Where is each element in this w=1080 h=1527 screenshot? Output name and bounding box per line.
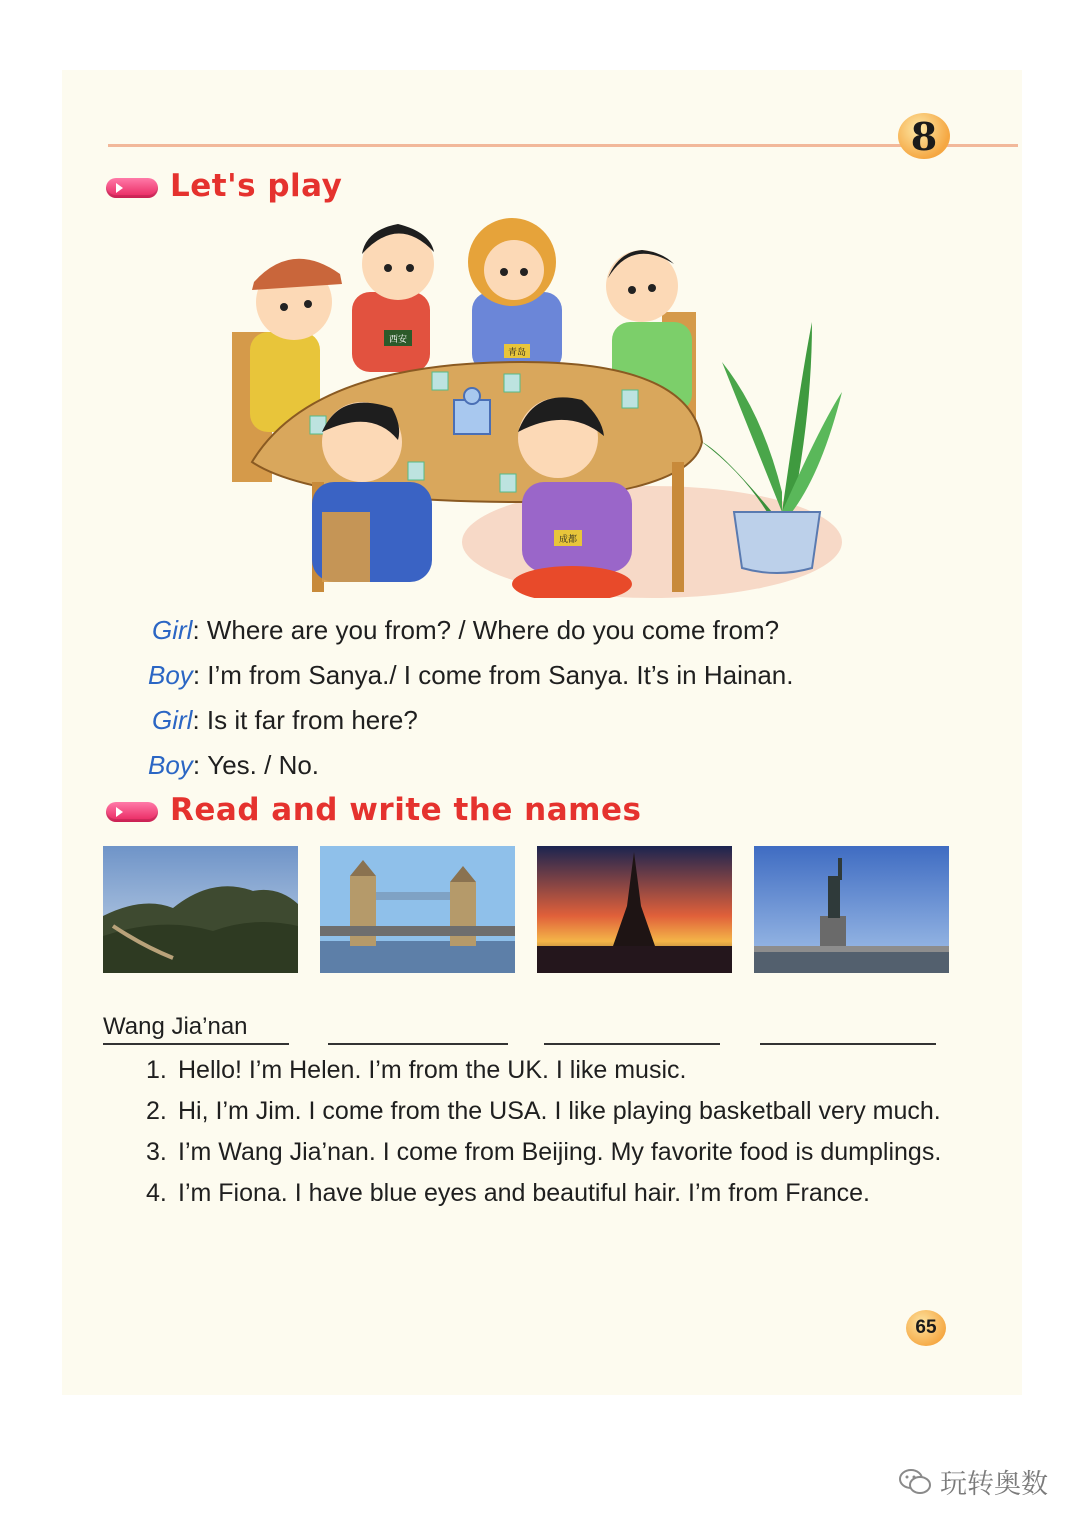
- answer-blank-4[interactable]: [760, 1013, 936, 1045]
- list-item: [146, 1050, 976, 1090]
- dialogue-text: Is it far from here?: [206, 705, 418, 735]
- list-item: [146, 1132, 976, 1172]
- speaker-label: Boy: [148, 660, 193, 690]
- children-at-table-illustration: [222, 212, 842, 598]
- dialogue-line: Boy : Yes. / No.: [148, 750, 320, 780]
- dialogue-text: Where are you from? / Where do you come from?: [206, 615, 780, 645]
- statue-of-liberty-photo: [754, 846, 949, 973]
- dialogue-line: Girl : Where are you from? / Where do you come from?: [152, 615, 780, 645]
- answer-blank-1[interactable]: Wang Jia’nan: [103, 1013, 289, 1045]
- reading-list: [146, 1050, 976, 1214]
- answer-blank-2[interactable]: [328, 1013, 508, 1045]
- great-wall-photo: [103, 846, 298, 973]
- answer-blanks: [103, 1005, 943, 1045]
- tower-bridge-photo: [320, 846, 515, 973]
- dialogue-text: Yes. / No.: [207, 750, 320, 780]
- eiffel-tower-photo: [537, 846, 732, 973]
- item-number: 3.: [146, 1138, 167, 1166]
- speaker-label: Boy: [148, 750, 193, 780]
- item-text: I’m Fiona. I have blue eyes and beautiful hair. I’m from France.: [178, 1179, 871, 1207]
- item-number: 4.: [146, 1179, 167, 1207]
- page-number: 65: [906, 1310, 946, 1346]
- item-number: 2.: [146, 1097, 167, 1125]
- item-number: 1.: [146, 1056, 167, 1084]
- dialogue-line: Boy : I’m from Sanya./ I come from Sanya. It’s in Hainan.: [148, 660, 794, 690]
- section-marker-icon: [106, 802, 158, 822]
- section-title-lets-play: Let's play: [170, 168, 343, 204]
- dialogue: [148, 608, 968, 788]
- watermark: [898, 1462, 1048, 1501]
- answer-blank-3[interactable]: [544, 1013, 720, 1045]
- header-rule: [108, 144, 1018, 147]
- speaker-label: Girl: [152, 705, 193, 735]
- name-tag-text: 青岛: [507, 348, 527, 358]
- item-text: Hello! I’m Helen. I’m from the UK. I like music.: [178, 1056, 687, 1084]
- wechat-icon: [898, 1468, 932, 1496]
- item-text: Hi, I’m Jim. I come from the USA. I like playing basketball very much.: [178, 1097, 941, 1125]
- section-marker-icon: [106, 178, 158, 198]
- name-tag-text: 成都: [558, 535, 578, 545]
- section-title-read-write: Read and write the names: [170, 792, 642, 828]
- watermark-text: 玩转奥数: [940, 1469, 1048, 1499]
- speaker-label: Girl: [152, 615, 193, 645]
- list-item: [146, 1173, 976, 1213]
- list-item: [146, 1091, 976, 1131]
- item-text: I’m Wang Jia’nan. I come from Beijing. My favorite food is dumplings.: [178, 1138, 942, 1166]
- dialogue-line: Girl : Is it far from here?: [152, 705, 418, 735]
- unit-number-badge: 8: [898, 113, 950, 159]
- name-tag-text: 西安: [388, 335, 408, 345]
- dialogue-text: I’m from Sanya./ I come from Sanya. It’s in Hainan.: [207, 660, 794, 690]
